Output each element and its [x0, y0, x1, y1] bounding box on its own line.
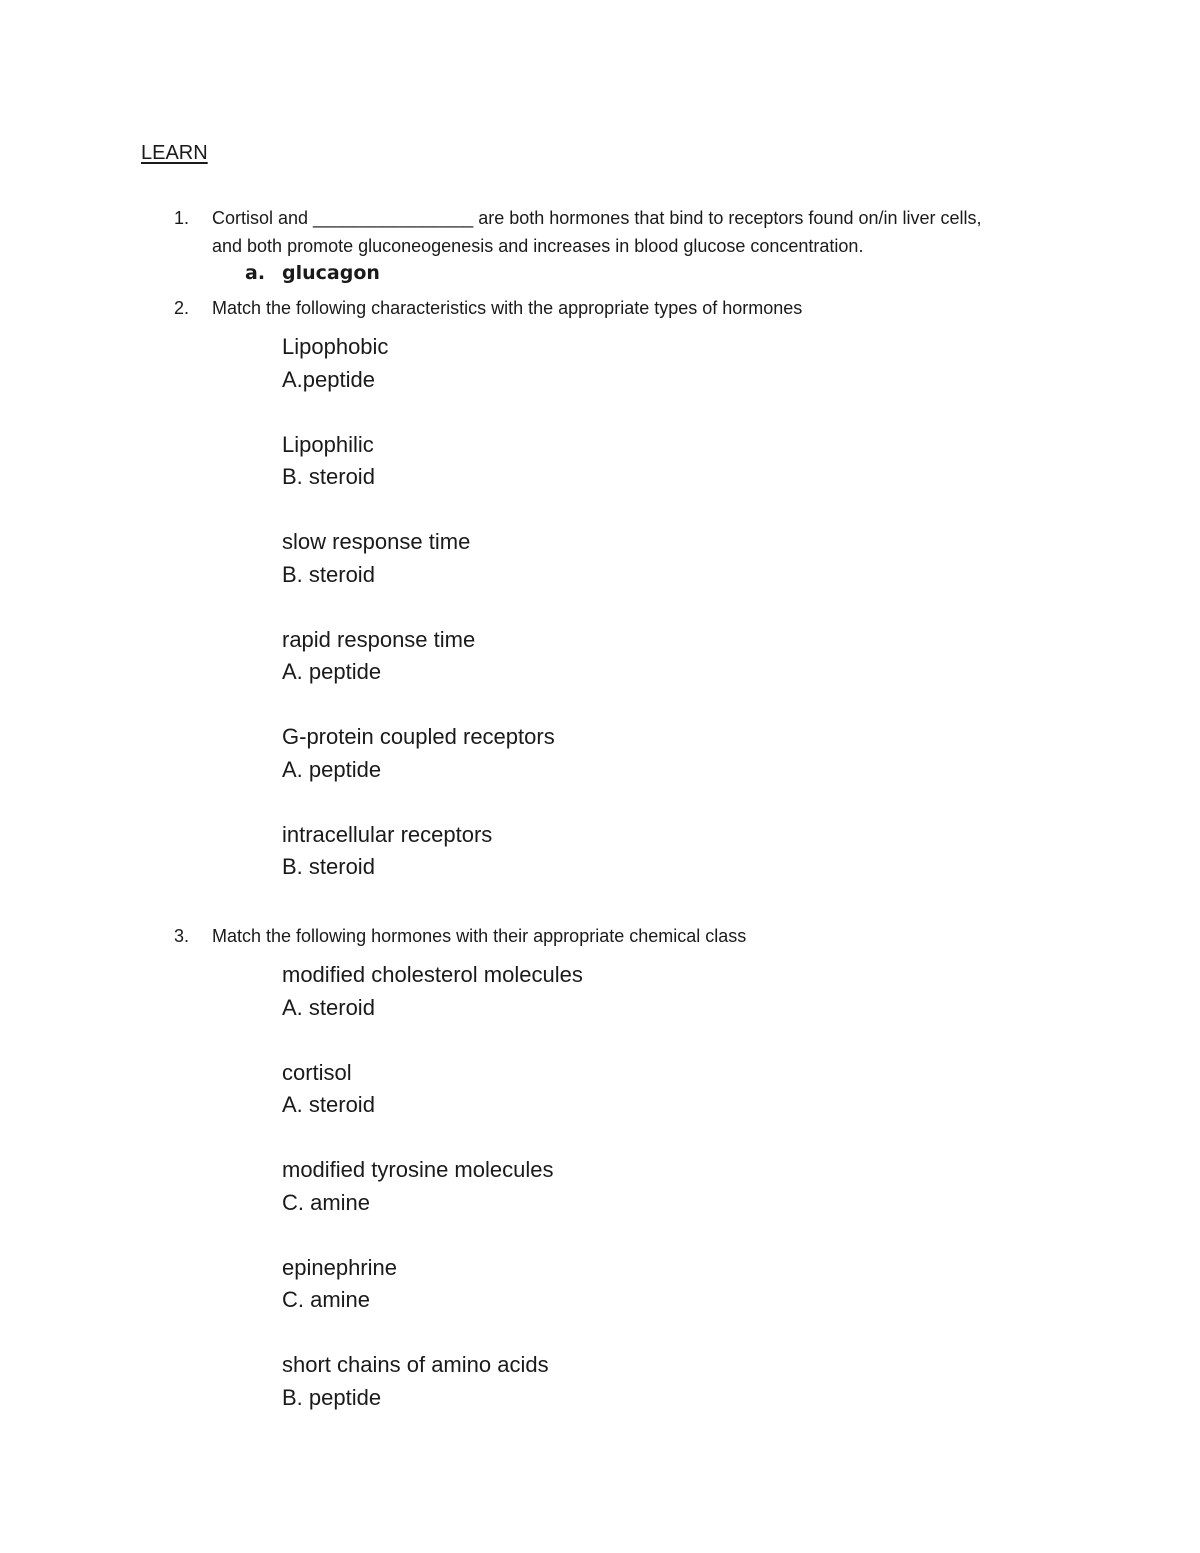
match-term: modified cholesterol molecules: [282, 962, 583, 987]
matching-list-2: [282, 331, 555, 916]
match-term: G-protein coupled receptors: [282, 724, 555, 749]
question-number: 2.: [174, 298, 190, 318]
match-pair: [282, 526, 555, 591]
match-pair: [282, 331, 555, 396]
match-term: modified tyrosine molecules: [282, 1157, 554, 1182]
match-answer: B. peptide: [282, 1384, 382, 1410]
question-1: [174, 204, 1074, 264]
match-pair: [282, 819, 555, 884]
match-pair: [282, 624, 555, 689]
match-answer: B. steroid: [282, 561, 375, 587]
question-number: 1.: [174, 208, 190, 228]
match-answer: A. steroid: [282, 1092, 375, 1117]
match-answer: A.peptide: [282, 366, 375, 392]
match-pair: [282, 959, 583, 1024]
match-pair: [282, 1349, 583, 1414]
page-heading: LEARN: [141, 142, 208, 164]
question-text: Match the following characteristics with the appropriate types of hormones: [212, 298, 803, 318]
match-answer: B. steroid: [282, 464, 375, 489]
match-answer: B. steroid: [282, 854, 375, 879]
matching-list-3: [282, 959, 583, 1447]
match-pair: [282, 1154, 583, 1219]
match-answer: A. peptide: [282, 659, 382, 684]
match-answer: C. amine: [282, 1189, 371, 1215]
match-answer: C. amine: [282, 1287, 371, 1312]
match-term: Lipophobic: [282, 334, 389, 359]
match-term: epinephrine: [282, 1254, 397, 1280]
match-pair: [282, 1252, 583, 1317]
match-term: Lipophilic: [282, 431, 374, 457]
answer-text: glucagon: [282, 262, 380, 284]
match-pair: [282, 429, 555, 494]
match-pair: [282, 721, 555, 786]
question-number: 3.: [174, 926, 190, 946]
match-term: short chains of amino acids: [282, 1352, 549, 1377]
match-term: cortisol: [282, 1059, 352, 1085]
question-2: [174, 294, 1074, 322]
question-text: Match the following hormones with their appropriate chemical class: [212, 926, 747, 946]
match-term: intracellular receptors: [282, 821, 493, 847]
answer-label: a.: [245, 262, 266, 284]
match-term: slow response time: [282, 529, 471, 554]
question-3: [174, 922, 1074, 950]
match-pair: [282, 1057, 583, 1122]
match-answer: A. peptide: [282, 756, 382, 782]
match-answer: A. steroid: [282, 994, 375, 1020]
answer-1: [245, 262, 380, 284]
question-text-line-1: Cortisol and ________________ are both hormones that bind to receptors found on/in liver cells,: [212, 208, 982, 228]
question-text-line-2: and both promote gluconeogenesis and increases in blood glucose concentration.: [212, 236, 864, 256]
match-term: rapid response time: [282, 626, 476, 652]
